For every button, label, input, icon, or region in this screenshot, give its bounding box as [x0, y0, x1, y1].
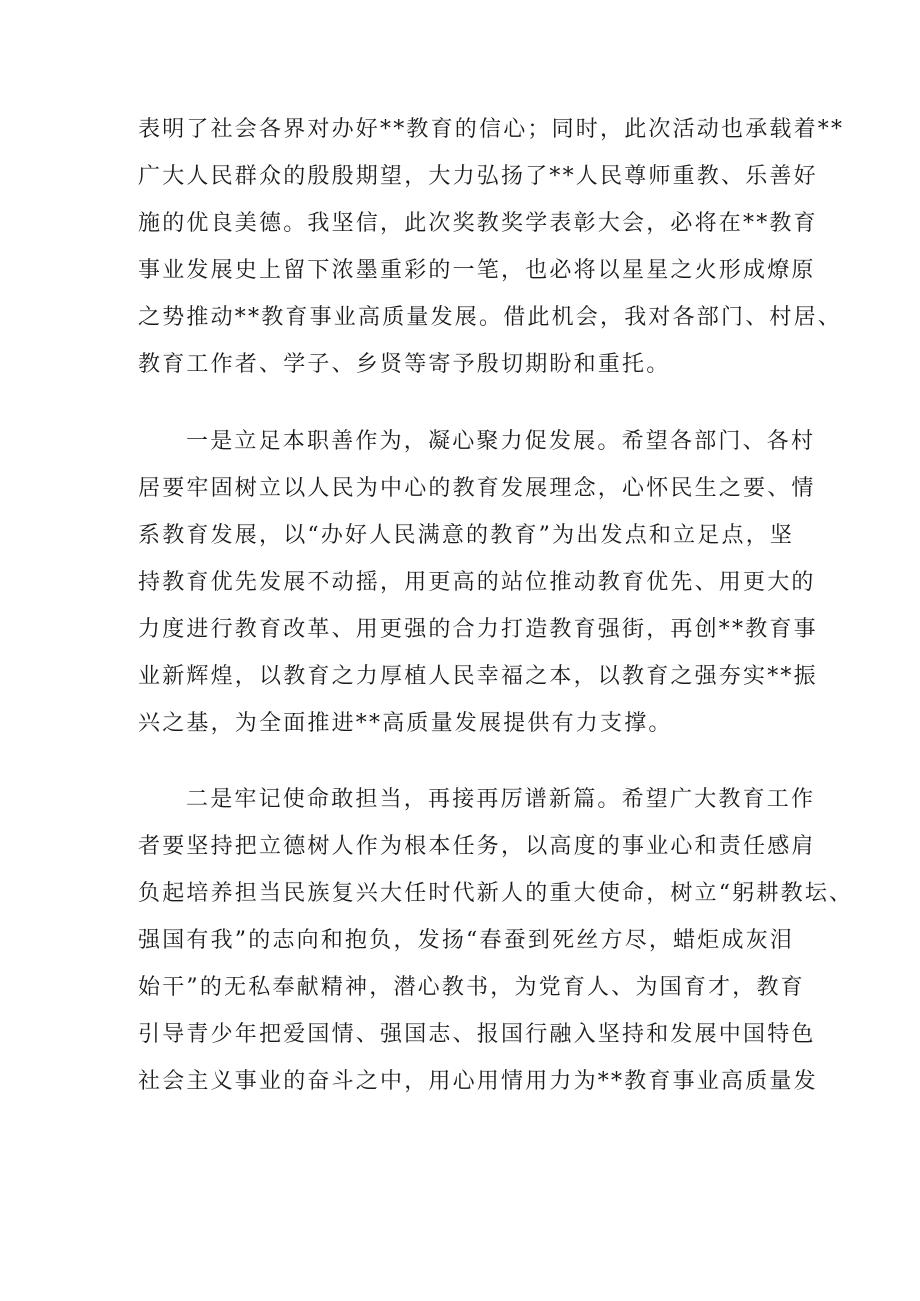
text-line: 引导青少年把爱国情、强国志、报国行融入坚持和发展中国特色 [138, 1022, 816, 1047]
text-line: 业新辉煌，以教育之力厚植人民幸福之本，以教育之强夯实**振 [138, 664, 818, 689]
text-line: 始干”的无私奉献精神，潜心教书，为党育人、为国育才，教育 [138, 975, 805, 1000]
text-line: 表明了社会各界对办好**教育的信心；同时，此次活动也承载着** [138, 117, 845, 142]
text-line: 施的优良美德。我坚信，此次奖教奖学表彰大会，必将在**教育 [138, 211, 818, 236]
text-line: 之势推动**教育事业高质量发展。借此机会，我对各部门、村居、 [138, 305, 843, 330]
text-line: 广大人民群众的殷殷期望，大力弘扬了**人民尊师重教、乐善好 [138, 164, 818, 189]
paragraph-point-one [138, 418, 818, 747]
text-line: 事业发展史上留下浓墨重彩的一笔，也必将以星星之火形成燎原 [138, 258, 816, 283]
text-line: 兴之基，为全面推进**高质量发展提供有力支撑。 [138, 711, 673, 736]
text-line: 社会主义事业的奋斗之中，用心用情用力为**教育事业高质量发 [138, 1069, 818, 1094]
text-line: 者要坚持把立德树人作为根本任务，以高度的事业心和责任感肩 [138, 834, 816, 859]
text-line: 强国有我”的志向和抱负，发扬“春蚕到死丝方尽，蜡炬成灰泪 [138, 928, 795, 953]
text-line: 力度进行教育改革、用更强的合力打造教育强街，再创**教育事 [138, 617, 818, 642]
text-line: 系教育发展，以“办好人民满意的教育”为出发点和立足点，坚 [138, 523, 795, 548]
text-line: 负起培养担当民族复兴大任时代新人的重大使命，树立“躬耕教坛、 [138, 881, 854, 906]
text-line: 教育工作者、学子、乡贤等寄予殷切期盼和重托。 [138, 352, 671, 377]
paragraph-intro [138, 106, 845, 388]
text-line-indented: 二是牢记使命敢担当，再接再厉谱新篇。希望广大教育工作 [186, 787, 816, 812]
text-line-indented: 一是立足本职善作为，凝心聚力促发展。希望各部门、各村 [186, 429, 816, 454]
text-line: 持教育优先发展不动摇，用更高的站位推动教育优先、用更大的 [138, 570, 816, 595]
paragraph-point-two [138, 776, 854, 1105]
text-line: 居要牢固树立以人民为中心的教育发展理念，心怀民生之要、情 [138, 476, 816, 501]
